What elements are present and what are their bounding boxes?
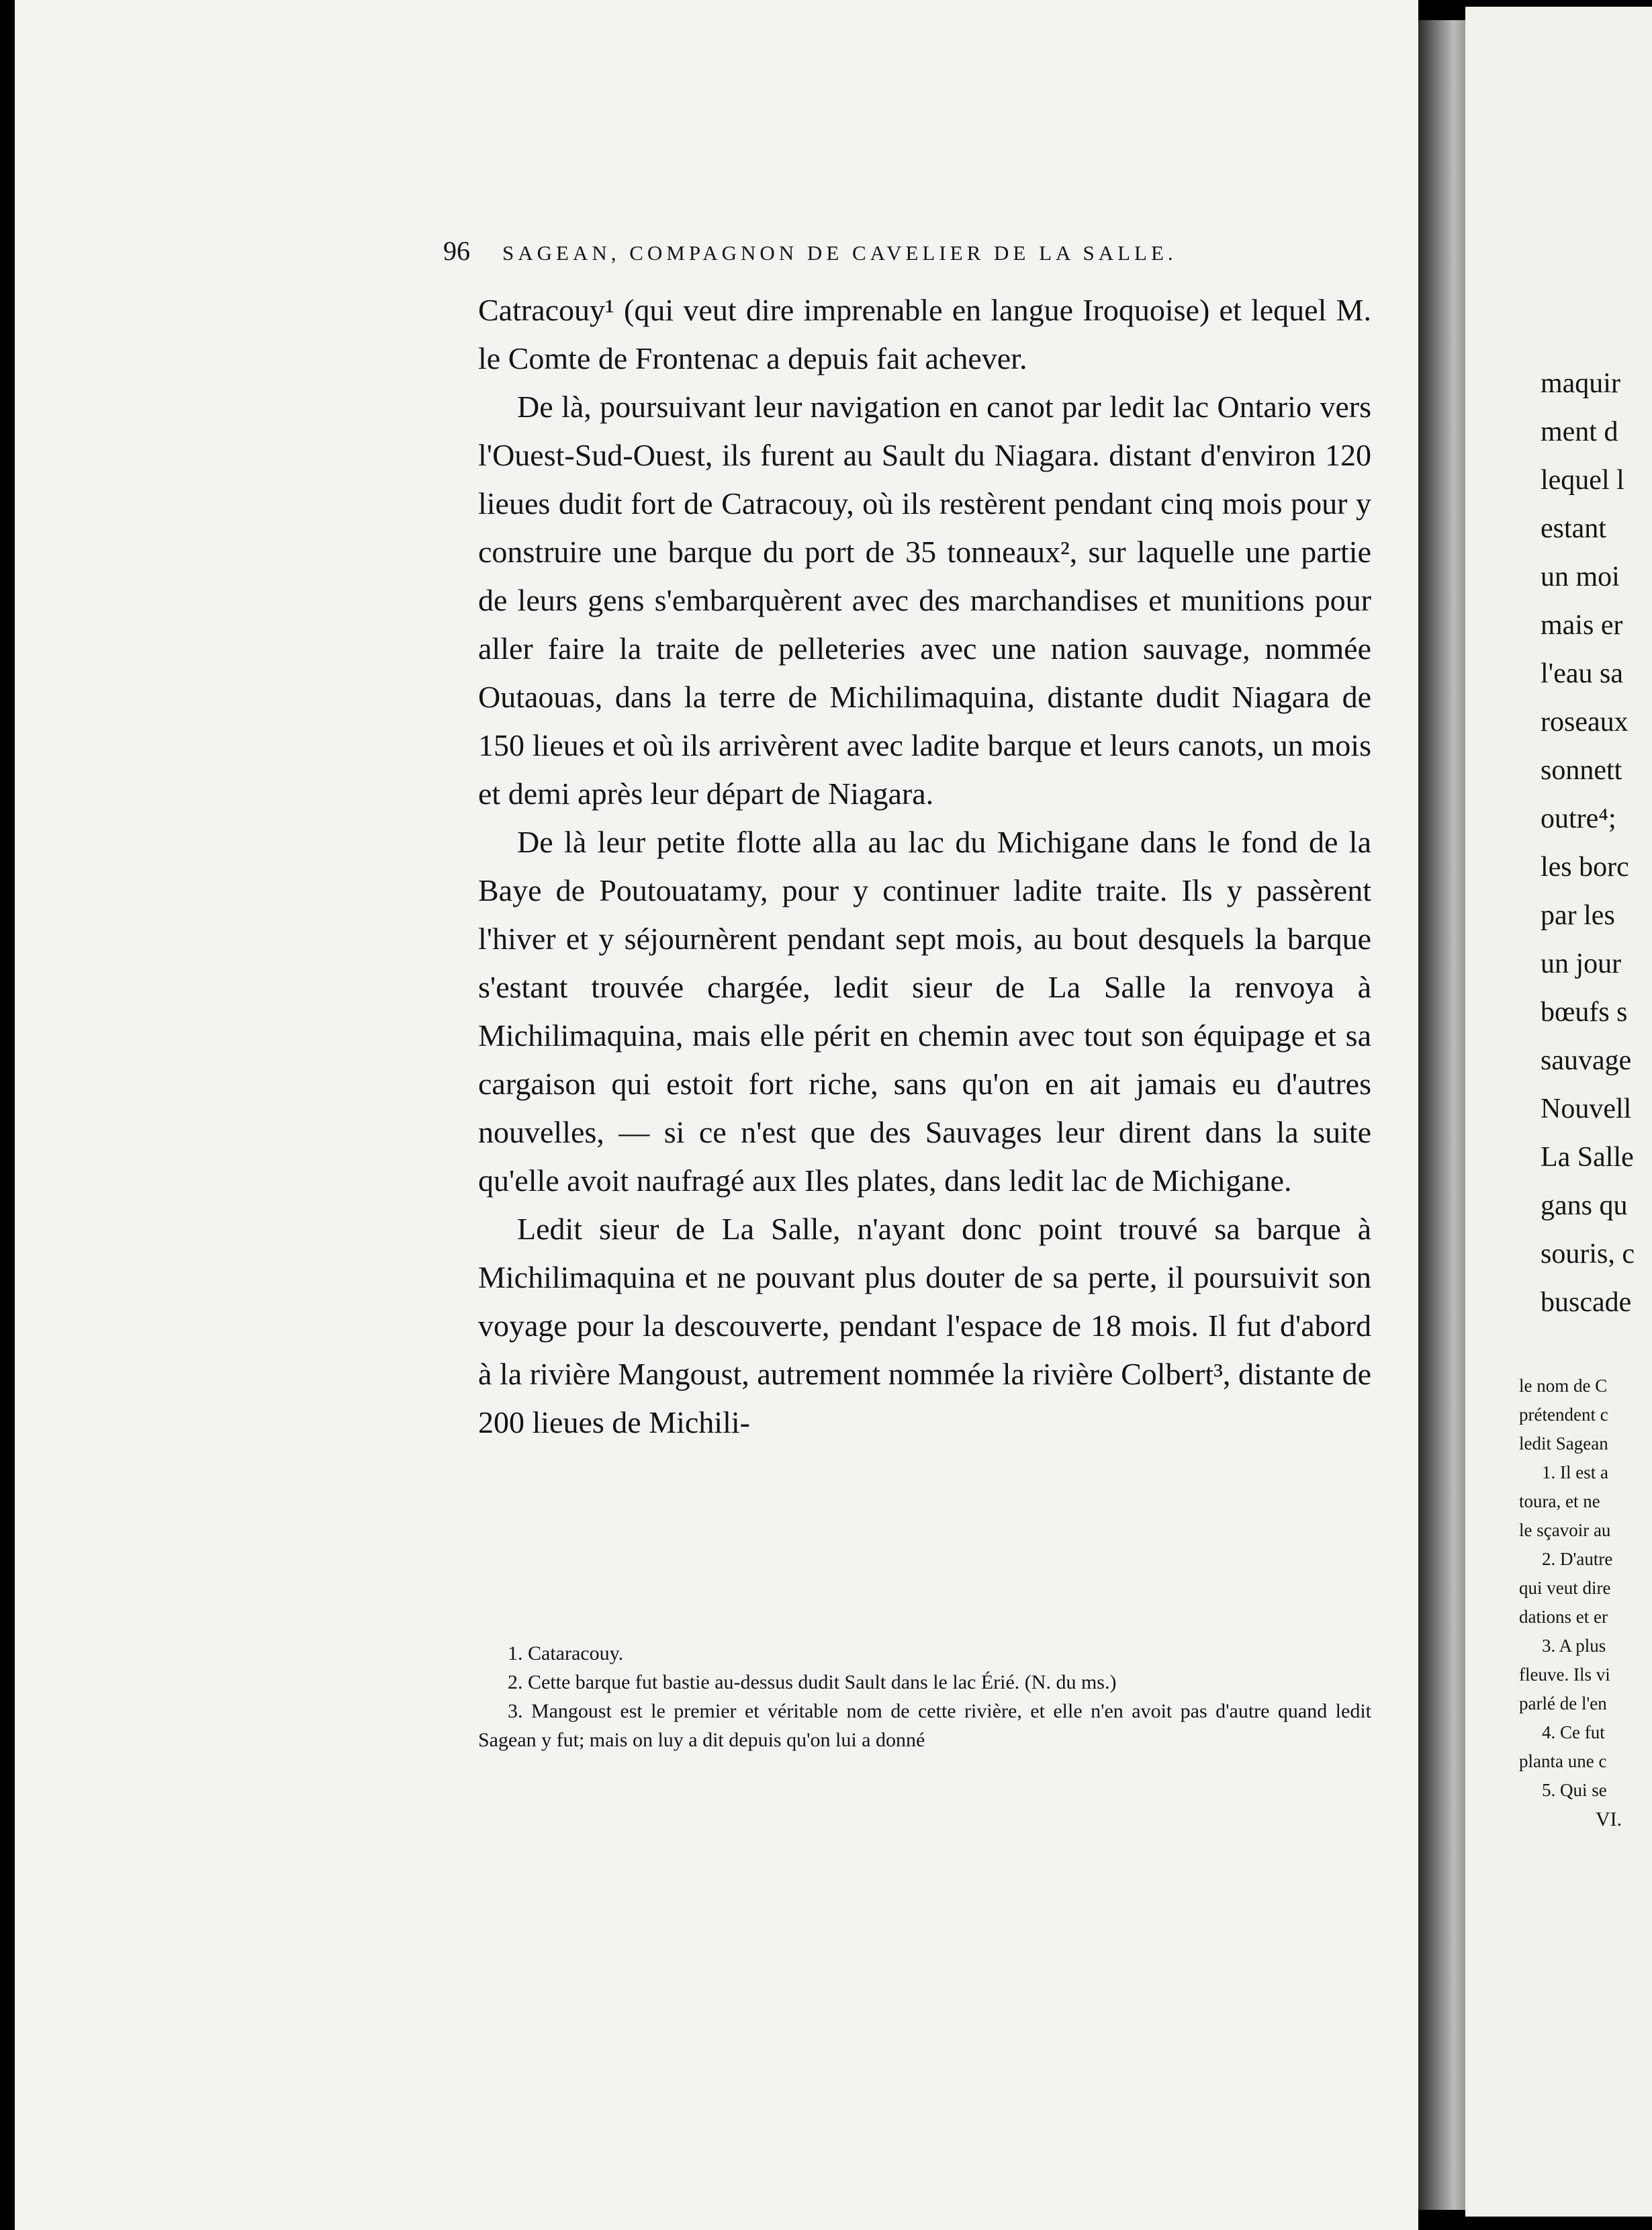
paragraph-2: De là, poursuivant leur navigation en canot par ledit lac Ontario vers l'Ouest-Sud-Ouest, ils furent au Sault du Niagara. distant d'environ 120 lieues dudit fort de Catracouy, où ils restèrent pendant cinq mois pour y construire une barque du port de 35 tonneaux², sur laquelle une partie de leurs gens s'embarquèrent avec des marchandises et munitions pour aller faire la traite de pelleteries avec une nation sauvage, nommée Outaouas, dans la terre de Michilimaquina, distante dudit Niagara de 150 lieues et où ils arrivèrent avec ladite barque et leurs canots, un mois et demi après leur départ de Niagara. bbox=[478, 390, 1371, 811]
facing-line: l'eau sa bbox=[1541, 658, 1624, 689]
facing-note: le sçavoir au bbox=[1519, 1520, 1611, 1540]
facing-note: ledit Sagean bbox=[1519, 1433, 1608, 1454]
paragraph-3: De là leur petite flotte alla au lac du Michigane dans le fond de la Baye de Poutouatamy, pour y continuer ladite traite. Ils y passèrent l'hiver et y séjournèrent pendant sept mois, au bout desquels la barque s'estant trouvée chargée, ledit sieur de La Salle la renvoya à Michilimaquina, mais elle périt en chemin avec tout son équipage et sa cargaison qui estoit fort riche, sans qu'on en ait jamais eu d'autres nouvelles, — si ce n'est que des Sauvages leur dirent dans la suite qu'elle avoit naufragé aux Iles plates, dans ledit lac de Michigane. bbox=[478, 825, 1371, 1198]
facing-note: planta une c bbox=[1519, 1751, 1607, 1771]
facing-note: dations et er bbox=[1519, 1607, 1608, 1627]
facing-note: qui veut dire bbox=[1519, 1578, 1611, 1598]
facing-line: Nouvell bbox=[1541, 1094, 1632, 1124]
facing-line: mais er bbox=[1541, 610, 1623, 641]
facing-note: 2. D'autre bbox=[1542, 1549, 1613, 1569]
facing-line: maquir bbox=[1541, 368, 1620, 399]
facing-line: estant bbox=[1541, 513, 1606, 544]
facing-note: toura, et ne bbox=[1519, 1491, 1600, 1511]
footnote-3: 3. Mangoust est le premier et véritable nom de cette rivière, et elle n'en avoit pas d'autre quand ledit Sagean y fut; mais on luy a dit depuis qu'on lui a donné bbox=[478, 1700, 1371, 1751]
facing-line: buscade bbox=[1541, 1287, 1632, 1318]
signature-mark: VI. bbox=[1596, 1808, 1622, 1830]
facing-line: souris, c bbox=[1541, 1239, 1635, 1269]
page-gutter bbox=[1418, 20, 1465, 2210]
running-head bbox=[443, 235, 1383, 267]
facing-line: sonnett bbox=[1541, 755, 1622, 786]
facing-line: outre⁴; bbox=[1541, 803, 1616, 834]
paragraph-1: Catracouy¹ (qui veut dire imprenable en langue Iroquoise) et lequel M. le Comte de Frontenac a depuis fait achever. bbox=[478, 293, 1371, 375]
facing-page-notes bbox=[1519, 1372, 1622, 1834]
facing-note: fleuve. Ils vi bbox=[1519, 1664, 1610, 1685]
body-text bbox=[478, 286, 1371, 1447]
facing-note: le nom de C bbox=[1519, 1376, 1608, 1396]
paragraph-4: Ledit sieur de La Salle, n'ayant donc point trouvé sa barque à Michilimaquina et ne pouvant plus douter de sa perte, il poursuivit son voyage pour la descouverte, pendant l'espace de 18 mois. Il fut d'abord à la rivière Mangoust, autrement nommée la rivière Colbert³, distante de 200 lieues de Michili- bbox=[478, 1212, 1371, 1439]
facing-line: sauvage bbox=[1541, 1045, 1632, 1076]
facing-note: parlé de l'en bbox=[1519, 1693, 1607, 1713]
footnote-1: 1. Cataracouy. bbox=[508, 1642, 624, 1664]
running-title: SAGEAN, COMPAGNON DE CAVELIER DE LA SALLE. bbox=[502, 241, 1177, 265]
facing-line: un jour bbox=[1541, 948, 1622, 979]
footnotes bbox=[478, 1639, 1371, 1754]
facing-note: 1. Il est a bbox=[1542, 1462, 1608, 1482]
facing-note: 3. A plus bbox=[1542, 1636, 1606, 1656]
facing-line: ment d bbox=[1541, 416, 1618, 447]
facing-note: 4. Ce fut bbox=[1542, 1722, 1605, 1742]
facing-line: bœufs s bbox=[1541, 997, 1628, 1028]
facing-line: roseaux bbox=[1541, 707, 1628, 738]
facing-line: gans qu bbox=[1541, 1190, 1628, 1221]
facing-note: 5. Qui se bbox=[1542, 1780, 1607, 1800]
facing-line: lequel l bbox=[1541, 465, 1624, 496]
facing-page bbox=[1465, 7, 1652, 2217]
facing-line: par les bbox=[1541, 900, 1615, 931]
facing-line: La Salle bbox=[1541, 1142, 1634, 1173]
facing-line: un moi bbox=[1541, 562, 1620, 592]
facing-line: les borc bbox=[1541, 852, 1629, 883]
footnote-2: 2. Cette barque fut bastie au-dessus dudit Sault dans le lac Érié. (N. du ms.) bbox=[508, 1671, 1117, 1693]
facing-note: prétendent c bbox=[1519, 1404, 1608, 1425]
facing-page-lines bbox=[1541, 359, 1635, 1327]
page-number: 96 bbox=[443, 236, 470, 266]
